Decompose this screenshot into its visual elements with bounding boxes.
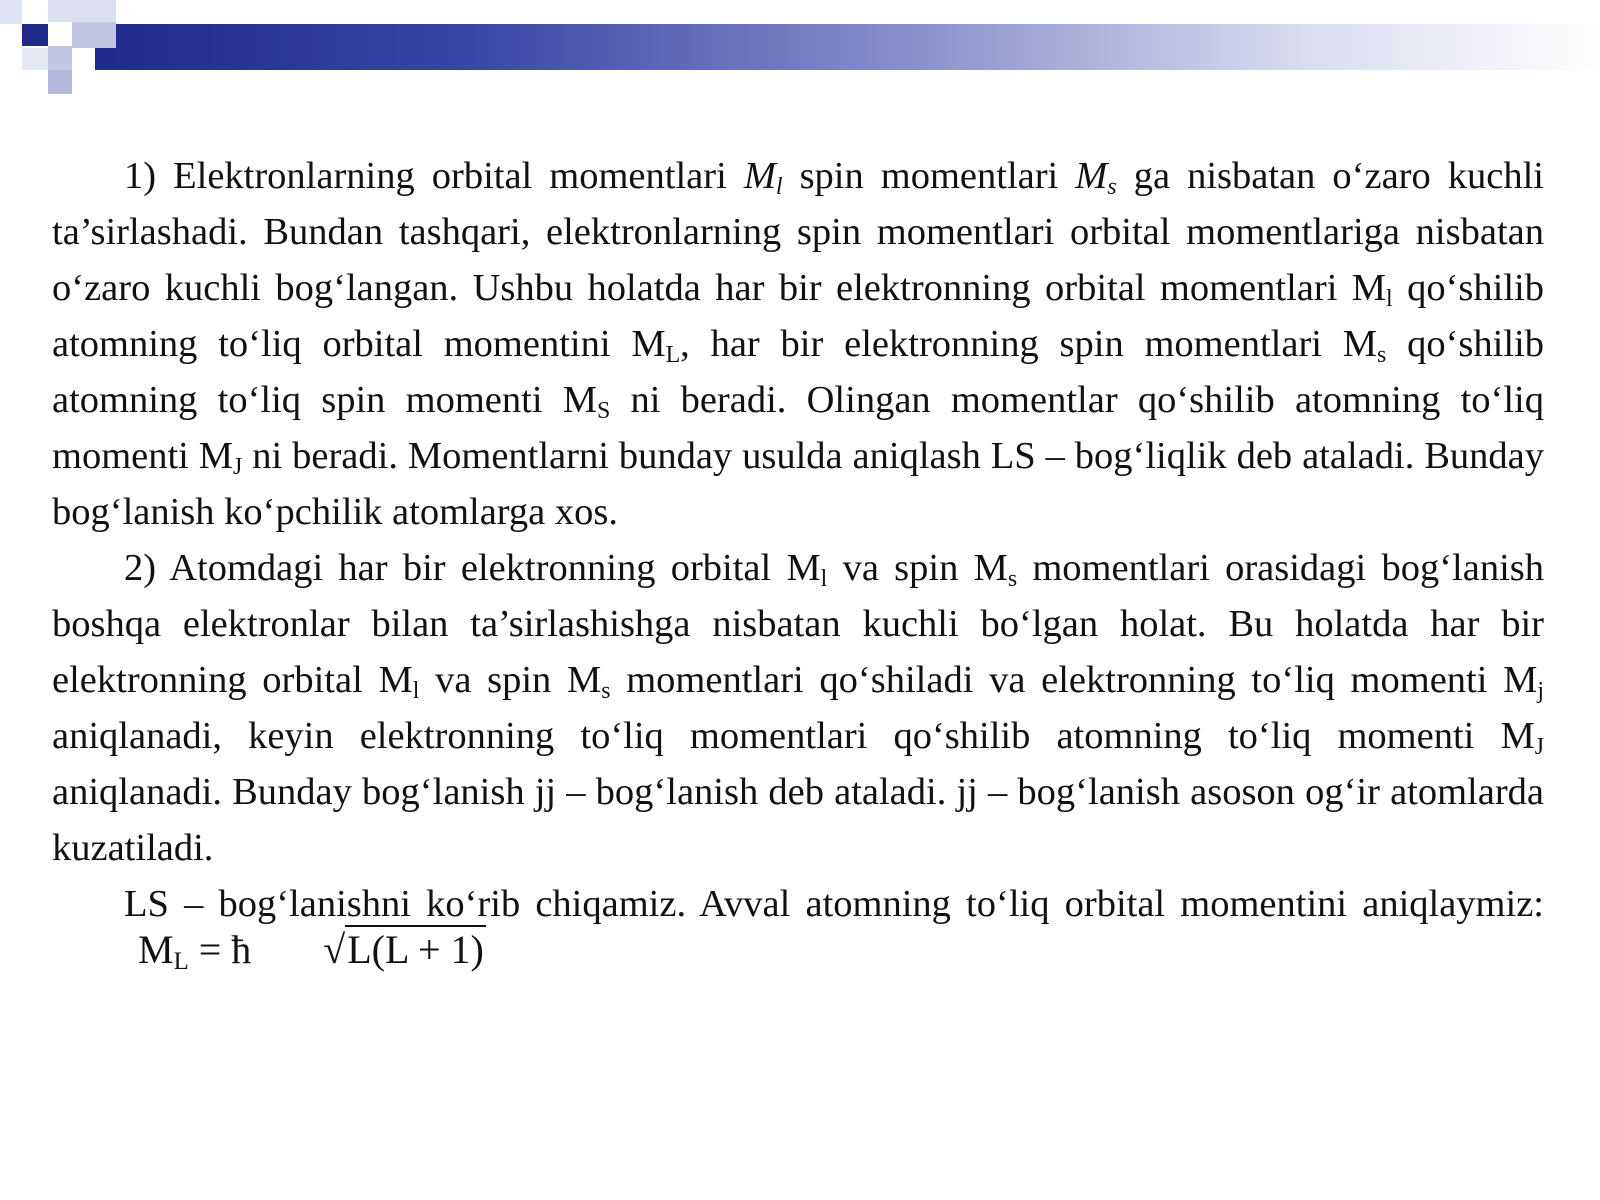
- text-run: M: [743, 155, 776, 197]
- formula-lhs-subscript: L: [173, 948, 189, 976]
- corner-square-decoration: [72, 22, 116, 48]
- text-run: momentlari qo‘shiladi va elektronning to‘liq momenti M: [610, 659, 1538, 701]
- subscript-text: s: [1007, 565, 1018, 592]
- subscript-text: j: [1537, 677, 1544, 704]
- corner-square-decoration: [22, 48, 48, 70]
- subscript-text: L: [665, 341, 681, 368]
- formula-hbar: ħ: [231, 927, 252, 972]
- text-run: qo‘shilib atomning to‘liq spin momenti M: [52, 323, 1544, 421]
- subscript-text: s: [601, 677, 611, 704]
- subscript-text: J: [233, 453, 243, 480]
- text-run: ga nisbatan o‘zaro kuchli ta’sirlashadi. Bundan tashqari, elektronlarning spin momentlari orbital momentlariga nisbatan o‘zaro kuchli bog‘langan. Ushbu holatda har bir elektronning orbital momentlari M: [52, 155, 1544, 309]
- formula-radicand: L(L + 1): [347, 927, 484, 972]
- text-run: aniqlanadi, keyin elektronning to‘liq momentlari qo‘shilib atomning to‘liq momenti M: [52, 715, 1535, 757]
- subscript-text: l: [1386, 285, 1393, 312]
- text-run: ni beradi. Olingan momentlar qo‘shilib atomning to‘liq momenti M: [52, 379, 1544, 477]
- subscript-text: l: [775, 173, 783, 200]
- text-run: ni beradi. Momentlarni bunday usulda aniqlash LS – bog‘liqlik deb ataladi. Bunday bog‘lanish ko‘pchilik atomlarga xos.: [52, 435, 1545, 533]
- text-run: 1) Elektronlarning orbital momentlari: [124, 155, 744, 197]
- text-run: va spin M: [419, 659, 602, 701]
- corner-square-decoration: [22, 24, 48, 46]
- text-run: va spin M: [827, 547, 1008, 589]
- corner-square-decoration: [48, 70, 72, 94]
- text-run: , har bir elektronning spin momentlari M: [680, 323, 1377, 365]
- orbital-moment-formula: [66, 922, 486, 978]
- subscript-text: l: [820, 565, 828, 592]
- subscript-text: s: [1377, 341, 1387, 368]
- formula-equals: =: [188, 927, 232, 972]
- paragraph-ls-orbital-moment: [52, 876, 1544, 989]
- subscript-text: S: [596, 397, 611, 424]
- text-run: LS – bog‘lanishni ko‘rib chiqamiz. Avval atomning to‘liq orbital momentini aniqlaymiz:: [124, 883, 1544, 925]
- text-run: 2) Atomdagi har bir elektronning orbital M: [124, 547, 821, 589]
- text-run: qo‘shilib atomning to‘liq orbital momentini M: [52, 267, 1544, 365]
- paragraph-ls-coupling: [52, 148, 1544, 540]
- title-bar-gradient: [95, 24, 1600, 70]
- corner-square-decoration: [48, 0, 116, 22]
- corner-square-decoration: [0, 0, 22, 24]
- subscript-text: s: [1107, 173, 1117, 200]
- slide-body: [52, 148, 1544, 989]
- text-run: momentlari orasidagi bog‘lanish boshqa elektronlar bilan ta’sirlashishga nisbatan kuchli bo‘lgan holat. Bu holatda har bir elektronning orbital M: [52, 547, 1544, 701]
- subscript-text: J: [1534, 733, 1544, 760]
- formula-radical-sign: √: [323, 927, 346, 972]
- formula-sqrt: [251, 922, 486, 978]
- paragraph-jj-coupling: [52, 540, 1544, 876]
- text-run: spin momentlari: [782, 155, 1076, 197]
- subscript-text: l: [412, 677, 420, 704]
- formula-lhs-symbol: M: [138, 927, 174, 972]
- corner-square-decoration: [48, 46, 72, 70]
- text-run: M: [1075, 155, 1108, 197]
- text-run: aniqlanadi. Bunday bog‘lanish jj – bog‘lanish deb ataladi. jj – bog‘lanish asoson og‘ir atomlarda kuzatiladi.: [52, 771, 1544, 869]
